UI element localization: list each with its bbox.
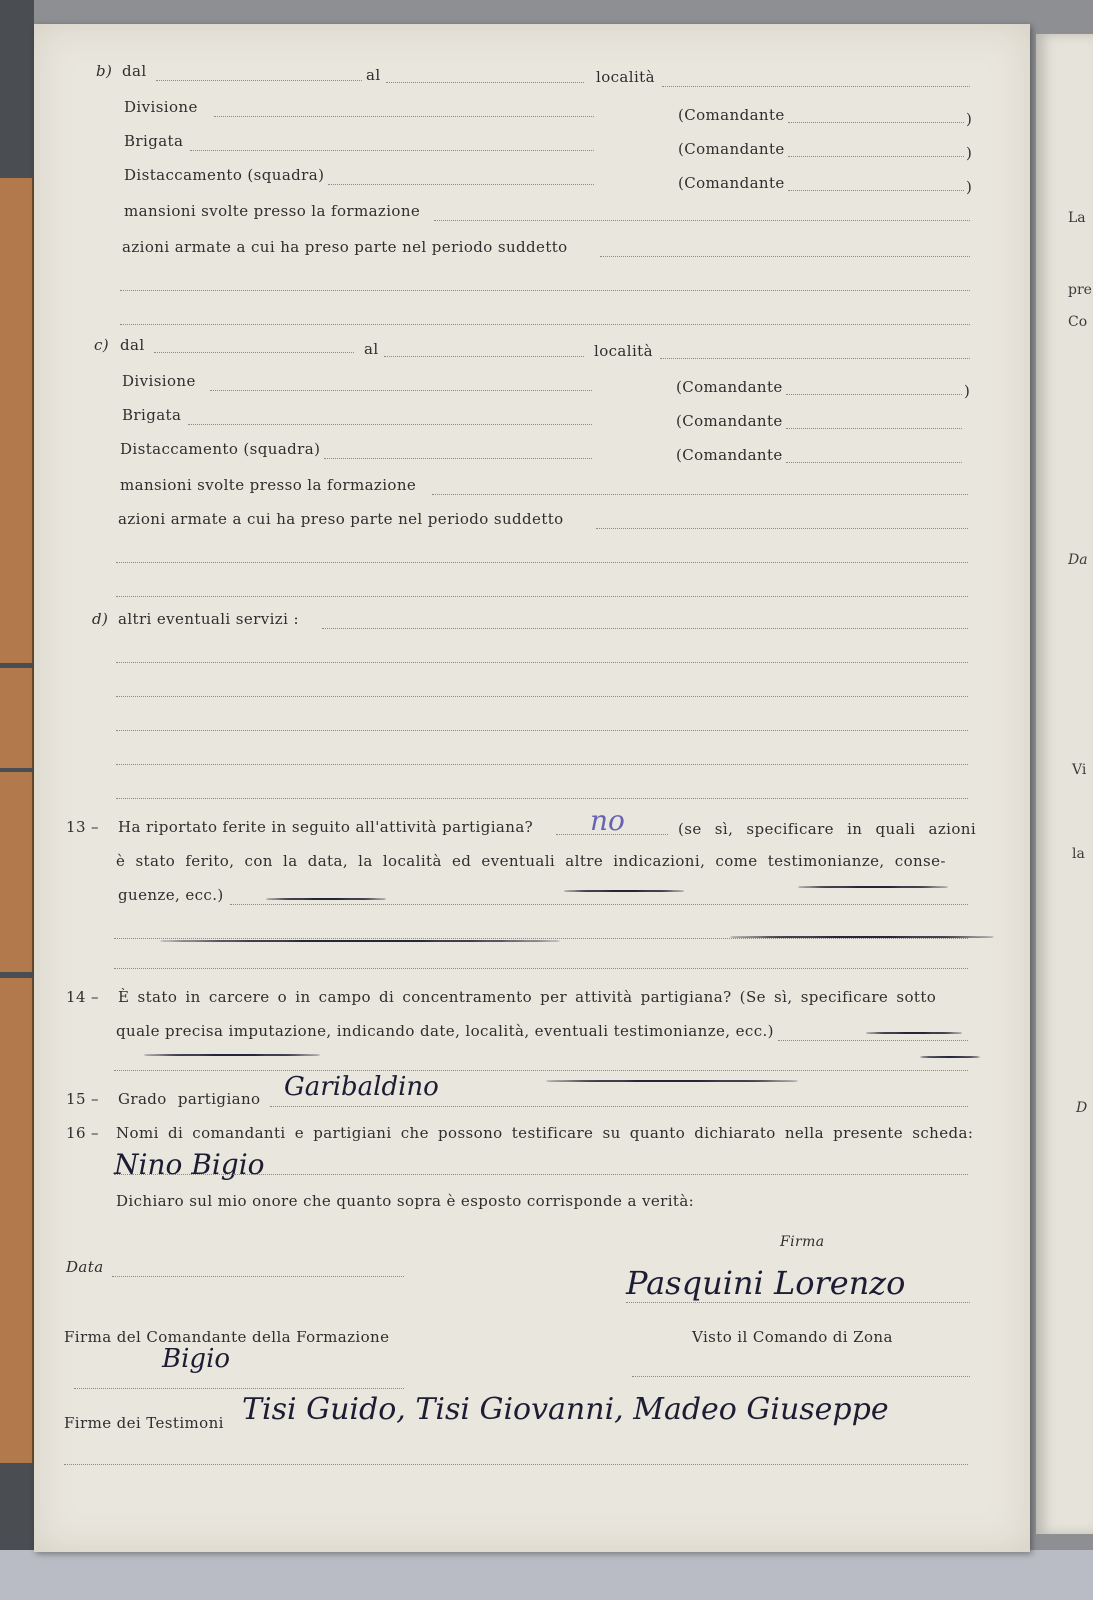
- field-line: [116, 596, 968, 597]
- field-line: [156, 80, 362, 81]
- ink-dash: [546, 1080, 798, 1082]
- q13-question: Ha riportato ferite in seguito all'attività partigiana?: [118, 818, 534, 836]
- data-label: Data: [66, 1258, 104, 1276]
- label-al: al: [366, 66, 381, 84]
- field-line: [322, 628, 968, 629]
- ink-dash: [730, 936, 994, 938]
- testimoni-signatures: Tisi Guido, Tisi Giovanni, Madeo Giuseppe: [242, 1392, 889, 1427]
- field-line: [74, 1388, 404, 1389]
- field-line: [114, 968, 968, 969]
- label-comandante: (Comandante: [678, 106, 785, 124]
- ink-dash: [266, 898, 386, 900]
- field-line: [788, 190, 964, 191]
- label-distaccamento: Distaccamento (squadra): [120, 440, 321, 458]
- next-page-fragment: Vi: [1072, 762, 1087, 778]
- document-page: [34, 24, 1030, 1552]
- ink-dash: [866, 1032, 962, 1034]
- ink-dash: [798, 886, 948, 888]
- q13-question-tail: (se sì, specificare in quali azioni: [678, 820, 977, 838]
- field-line: [786, 394, 962, 395]
- field-line: [214, 116, 594, 117]
- close-paren: ): [966, 144, 973, 162]
- field-line: [188, 424, 592, 425]
- close-paren: ): [966, 178, 973, 196]
- q15-number: 15 –: [66, 1090, 99, 1108]
- binder-tab: [0, 772, 33, 972]
- binder-tab: [0, 668, 33, 768]
- section-d-marker: d): [92, 610, 109, 628]
- q14-question: È stato in carcere o in campo di concentramento per attività partigiana? (Se sì, specificare sotto: [118, 988, 937, 1006]
- testimoni-label: Firme dei Testimoni: [64, 1414, 224, 1432]
- field-line: [788, 122, 964, 123]
- field-line: [384, 356, 584, 357]
- label-azioni: azioni armate a cui ha preso parte nel periodo suddetto: [122, 238, 568, 256]
- label-localita: località: [594, 342, 653, 360]
- next-page-fragment: pre: [1068, 282, 1092, 298]
- field-line: [600, 256, 970, 257]
- next-page-fragment: Da: [1068, 552, 1088, 568]
- binder-tab: [0, 978, 33, 1463]
- field-line: [114, 1070, 968, 1071]
- comandante-formazione-label: Firma del Comandante della Formazione: [64, 1328, 390, 1346]
- field-line: [632, 1376, 970, 1377]
- data-field-line: [112, 1276, 404, 1277]
- label-dal: dal: [122, 62, 147, 80]
- q16-answer: Nino Bigio: [114, 1148, 265, 1181]
- label-comandante: (Comandante: [678, 174, 785, 192]
- field-line: [120, 324, 970, 325]
- next-page-fragment: Co: [1068, 314, 1088, 330]
- close-paren: ): [964, 382, 971, 400]
- field-line: [116, 662, 968, 663]
- label-mansioni: mansioni svolte presso la formazione: [120, 476, 417, 494]
- ink-dash: [920, 1056, 980, 1058]
- field-line: [64, 1464, 968, 1465]
- background-left-edge: [0, 0, 34, 1600]
- field-line: [230, 904, 968, 905]
- label-brigata: Brigata: [122, 406, 182, 424]
- field-line: [788, 156, 964, 157]
- label-comandante: (Comandante: [678, 140, 785, 158]
- visto-comando-label: Visto il Comando di Zona: [692, 1328, 893, 1346]
- field-line: [116, 764, 968, 765]
- ink-dash: [144, 1054, 320, 1056]
- q15-answer: Garibaldino: [284, 1072, 439, 1102]
- label-localita: località: [596, 68, 655, 86]
- label-azioni: azioni armate a cui ha preso parte nel periodo suddetto: [118, 510, 564, 528]
- close-paren: ): [966, 110, 973, 128]
- label-comandante: (Comandante: [676, 446, 783, 464]
- label-divisione: Divisione: [124, 98, 198, 116]
- adjacent-page: [1036, 34, 1093, 1534]
- firma-signature: Pasquini Lorenzo: [626, 1264, 906, 1302]
- field-line: [270, 1106, 968, 1107]
- field-line: [324, 458, 592, 459]
- field-line: [596, 528, 968, 529]
- label-al: al: [364, 340, 379, 358]
- declaration: Dichiaro sul mio onore che quanto sopra è esposto corrisponde a verità:: [116, 1192, 695, 1210]
- field-line: [116, 730, 968, 731]
- ink-dash: [160, 940, 560, 942]
- comandante-signature: Bigio: [162, 1344, 231, 1374]
- q14-question-line2: quale precisa imputazione, indicando date, località, eventuali testimonianze, ecc.): [116, 1022, 774, 1040]
- field-line: [434, 220, 970, 221]
- field-line: [120, 290, 970, 291]
- field-line: [154, 352, 354, 353]
- field-line: [210, 390, 592, 391]
- field-line: [114, 1174, 968, 1175]
- field-line: [778, 1040, 968, 1041]
- label-comandante: (Comandante: [676, 412, 783, 430]
- field-line: [116, 798, 968, 799]
- next-page-fragment: D: [1076, 1100, 1088, 1116]
- field-line: [116, 562, 968, 563]
- q15-label: Grado partigiano: [118, 1090, 261, 1108]
- q13-number: 13 –: [66, 818, 99, 836]
- field-line: [190, 150, 594, 151]
- section-b-marker: b): [96, 62, 113, 80]
- field-line: [432, 494, 968, 495]
- background-bottom: [0, 1550, 1093, 1600]
- binder-tab: [0, 178, 33, 663]
- q16-label: Nomi di comandanti e partigiani che possono testificare su quanto dichiarato nella presente scheda:: [116, 1124, 974, 1142]
- q16-number: 16 –: [66, 1124, 99, 1142]
- q13-answer: no: [590, 804, 625, 837]
- field-line: [662, 86, 970, 87]
- label-altri-servizi: altri eventuali servizi :: [118, 610, 299, 628]
- field-line: [660, 358, 970, 359]
- next-page-fragment: la: [1072, 846, 1085, 862]
- firma-label: Firma: [780, 1234, 825, 1250]
- q13-question-line2: è stato ferito, con la data, la località ed eventuali altre indicazioni, come testimonianze, conse-: [116, 852, 946, 870]
- label-brigata: Brigata: [124, 132, 184, 150]
- ink-dash: [564, 890, 684, 892]
- field-line: [328, 184, 594, 185]
- firma-field-line: [626, 1302, 970, 1303]
- label-divisione: Divisione: [122, 372, 196, 390]
- field-line: [786, 428, 962, 429]
- section-c-marker: c): [94, 336, 110, 354]
- label-comandante: (Comandante: [676, 378, 783, 396]
- label-dal: dal: [120, 336, 145, 354]
- label-mansioni: mansioni svolte presso la formazione: [124, 202, 421, 220]
- q14-number: 14 –: [66, 988, 99, 1006]
- field-line: [786, 462, 962, 463]
- field-line: [114, 938, 968, 939]
- next-page-fragment: La: [1068, 210, 1086, 226]
- q13-question-line3: guenze, ecc.): [118, 886, 224, 904]
- label-distaccamento: Distaccamento (squadra): [124, 166, 325, 184]
- field-line: [386, 82, 584, 83]
- field-line: [116, 696, 968, 697]
